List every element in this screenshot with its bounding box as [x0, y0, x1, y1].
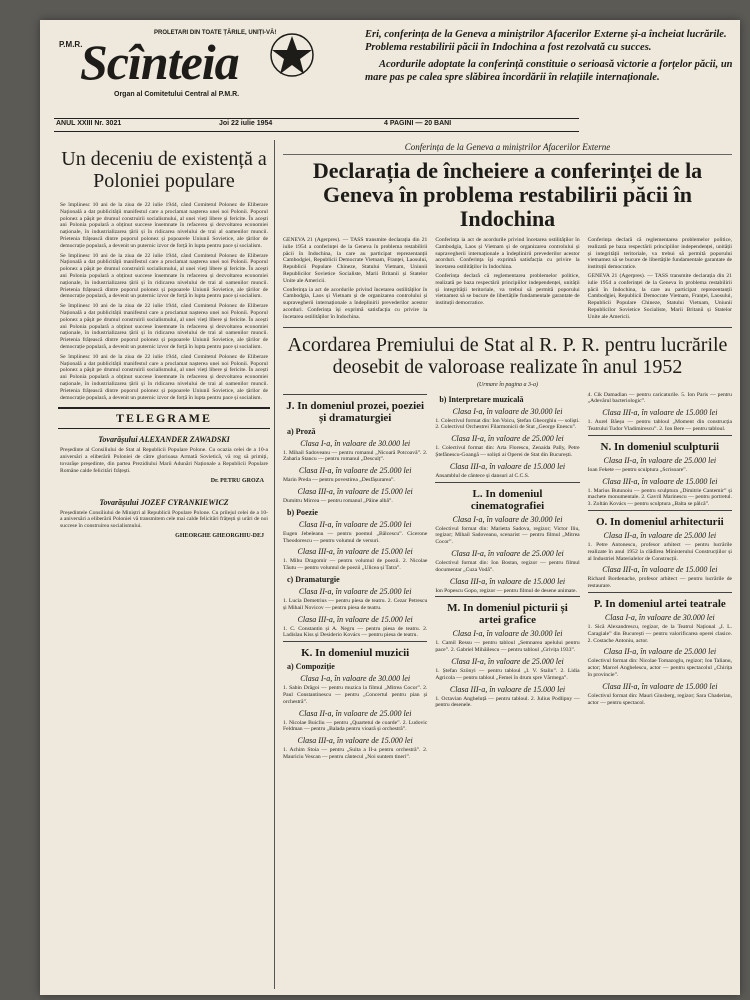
prize-laureates: Ansamblul de cântece și dansuri al C.C.S. [435, 472, 530, 479]
prize-laureates: Ioan Fekete — pentru sculptura „Scrisoare”. [587, 466, 688, 473]
prize-class: Clasa III-a, în valoare de 15.000 lei [297, 736, 413, 746]
prize-domain-heading: O. In domeniul arhitecturii [595, 515, 724, 528]
prize-class: Clasa III-a, în valoare de 15.000 lei [449, 461, 566, 471]
prize-headline: Acordarea Premiului de Stat al R. P. R. pentru lucrările deosebit de valoroase realizate în anul 1952 [287, 333, 728, 378]
telegram-body: Președinte al Consiliului de Stat al Republicii Populare Polone. Cu ocazia celei de a 10-a aniversări a eliberării Poloniei de către glorioasa Armată Sovietică, vă rog să primiți, tovarășe președinte, din partea Prezidiului Marii Adunări Naționale a Republicii Populare Române calde felicitări frățești. [60, 447, 268, 474]
prize-class: Clasa II-a, în valoare de 25.000 lei [298, 586, 412, 596]
telegrams-heading: TELEGRAME [58, 407, 270, 429]
telegram-signature: Dr. PETRU GROZA [210, 477, 264, 484]
masthead [54, 26, 344, 110]
prize-class: Clasa I-a, în valoare de 30.000 lei [300, 438, 411, 448]
prize-class: Clasa II-a, în valoare de 25.000 lei [298, 519, 412, 529]
geneva-article [283, 237, 732, 321]
prize-class: Clasa I-a, în valoare de 30.000 lei [452, 514, 563, 524]
prize-class: Clasa II-a, în valoare de 25.000 lei [298, 466, 412, 476]
prize-subcategory: b) Interpretare muzicală [439, 394, 524, 404]
prize-class: Clasa III-a, în valoare de 15.000 lei [602, 565, 718, 575]
prize-class: Clasa II-a, în valoare de 25.000 lei [603, 455, 717, 465]
prize-domain-heading: L. In domeniul cinematografiei [470, 487, 545, 512]
prize-column [435, 392, 579, 761]
article-body-poland: Se împlinesc 10 ani de la ziua de 22 iulie 1944, când Comitetul Polonez de Eliberare Națională a dat publicității manifestul care a proclamat nașterea unei noi Polonii. Poporul polonez a pășit pe drumul construirii socialismului, al unei vieți libere și fericite. În acești ani Polonia populară a obținut succese însemnate în refacerea și dezvoltarea economiei naționale, în industrializarea țării și în ridicarea nivelului de trai al oamenilor muncii. Prietenia frățească dintre poporul polonez și popoarele Uniunii Sovietice, ale țărilor de democrație populară, a devenit un puternic izvor de forță în lupta pentru pace și socialism. [60, 353, 268, 401]
prize-continuation-note: (Urmare în pagina a 3-a) [476, 381, 539, 388]
prize-subcategory: c) Dramaturgie [287, 574, 340, 584]
prize-domain-heading: K. In domeniul muzicii [301, 647, 410, 660]
section-rule [435, 482, 579, 483]
prize-laureates: Colectivul format din: Nicolae Tomazoglu, regizor; Ion Talianu, actor; Marcel Anghelescu, actor — pentru spectacolul „Chirița în provincie”. [587, 658, 732, 678]
intro-paragraph: Acordurile adoptate la conferință constituie o serioasă victorie a forțelor păcii, un mare pas pe calea spre slăbirea încordării în relațiile internaționale. [365, 59, 733, 83]
prize-laureates: 1. C. Constantin și A. Negru — pentru piesa de teatru. 2. Ladislau Kiss și Desiderio Kovács — pentru piesa de teatru. [283, 625, 428, 639]
prize-laureates: 4. Cik Damadian — pentru caricaturile. 5. Ion Paris — pentru „Adevărul bacteriologic”. [587, 391, 732, 405]
section-rule [283, 394, 427, 395]
article-body-poland: Se împlinesc 10 ani de la ziua de 22 iulie 1944, când Comitetul Polonez de Eliberare Națională a dat publicității manifestul care a proclamat nașterea unei noi Polonii. Poporul polonez a pășit pe drumul construirii socialismului, al unei vieți libere și fericite. În acești ani Polonia populară a obținut succese însemnate în refacerea și dezvoltarea economiei naționale, în industrializarea țării și în ridicarea nivelului de trai al oamenilor muncii. Prietenia frățească dintre poporul polonez și popoarele Uniunii Sovietice, ale țărilor de democrație populară, a devenit un puternic izvor de forță în lupta pentru pace și socialism. [60, 202, 268, 249]
prize-class: Clasa I-a, în valoare de 30.000 lei [300, 674, 411, 684]
article-text: Conferința declară că reglementarea problemelor politice, realizată pe baza respectării principiilor independenței, unității și integrității teritoriale, va trebui să permită poporului vietnamez să se bucure de libertățile fundamentale garantate de instituții democratice. [587, 237, 732, 271]
telegram-recipient: Tovarășului ALEXANDER ZAWADSKI [98, 435, 230, 445]
section-rule [588, 592, 732, 593]
article-text: GENEVA 21 (Agerpres). — TASS transmite declarația din 21 iulie 1954 a conferinței de la Geneva în problema restabilirii păcii în Indochina, la care au participat reprezentanții Cambodgiei, Republicii Democrate Vietnam, Franței, Laosului, Republicii Populare Chineze, Statului Vietnam, Uniunii Republicilor Sovietice Socialiste, Marii Britanii și Statelor Unite ale Americii. [283, 237, 428, 284]
geneva-headline: Declarația de încheiere a conferinței de la Geneva în problema restabilirii păcii în Indochina [312, 158, 703, 231]
prize-laureates: 1. Camil Ressu — pentru tabloul „Semnarea apelului pentru pace”. 2. Gabriel Mihăilescu — pentru tabloul „Grivița 1933”. [435, 640, 580, 654]
prize-domain-heading: M. In domeniul picturii și artei grafice [447, 602, 568, 627]
prize-laureates: 1. Colectivul format din: Arta Florescu, Zenaida Pally, Petre Ștefănescu-Goangă — soliști ai Operei de Stat din București. [435, 445, 580, 458]
article-body-poland: Se împlinesc 10 ani de la ziua de 22 iulie 1944, când Comitetul Polonez de Eliberare Națională a dat publicității manifestul care a proclamat nașterea unei noi Polonii. Poporul polonez a pășit pe drumul construirii socialismului, al unei vieți libere și fericite. În acești ani Polonia populară a obținut succese însemnate în refacerea și dezvoltarea economiei naționale, în industrializarea țării și în ridicarea nivelului de trai al oamenilor muncii. Prietenia frățească dintre poporul polonez și popoarele Uniunii Sovietice, ale țărilor de democrație populară, a devenit un puternic izvor de forță în lupta pentru pace și socialism. [60, 252, 268, 300]
prize-laureates: Richard Bordenache, profesor arhitect — pentru lucrările de restaurare. [587, 576, 732, 590]
prize-class: Clasa II-a, în valoare de 25.000 lei [298, 708, 412, 718]
prize-laureates: Colectivul format din: Marietta Sadova, regizor; Victor Iliu, regizor; Mihail Sadoveanu, scenarist — pentru filmul „Mitrea Cocor”. [435, 525, 580, 546]
issue-date: Joi 22 iulie 1954 [219, 120, 273, 127]
prize-laureates: Dumitru Mircea — pentru romanul „Pâine albă”. [283, 497, 393, 504]
prize-class: Clasa I-a, în valoare de 30.000 lei [452, 629, 563, 639]
telegram-recipient: Tovarășului JOZEF CYRANKIEWICZ [99, 497, 229, 507]
newspaper-page [40, 20, 740, 995]
prize-class: Clasa III-a, în valoare de 15.000 lei [602, 476, 718, 486]
telegram-signature: GHEORGHE GHEORGHIU-DEJ [175, 532, 264, 539]
prize-class: Clasa I-a, în valoare de 30.000 lei [452, 406, 563, 416]
right-section [283, 138, 732, 989]
section-rule [283, 641, 427, 642]
section-divider [283, 327, 732, 328]
newspaper-logo: Scînteia [80, 34, 239, 90]
prize-laureates: 1. Nicolae Buicliu — pentru „Quartetul de coarde”. 2. Ludovic Feldman — pentru „Balada pentru vioară și orchestră”. [283, 719, 428, 733]
prize-class: Clasa III-a, în valoare de 15.000 lei [449, 684, 566, 694]
prize-class: Clasa III-a, în valoare de 15.000 lei [602, 681, 718, 691]
slogan: PROLETARI DIN TOATE ȚĂRILE, UNIȚI-VĂ! [154, 30, 277, 36]
prize-subcategory: a) Compoziție [287, 662, 335, 672]
article-text: Conferința ia act de acordurile privind încetarea ostilităților în Cambodgia, Laos și Vietnam și de organizarea controlului și supravegherii internaționale a îndeplinirii prevederilor acestor acorduri. Conferința își exprimă satisfacția cu privire la încetarea ostilităților în Indochina. [283, 286, 428, 320]
article-headline-poland: Un deceniu de existență a Poloniei populare [61, 148, 267, 192]
article-text: Conferința declară că reglementarea problemelor politice, realizată pe baza respectării principiilor independenței, unității și integrității teritoriale, va trebui să permită poporului vietnamez să se bucure de libertățile fundamentale garantate de instituții democratice. [435, 272, 580, 307]
article-body-poland: Se împlinesc 10 ani de la ziua de 22 iulie 1944, când Comitetul Polonez de Eliberare Națională a dat publicității manifestul care a proclamat nașterea unei noi Polonii. Poporul polonez a pășit pe drumul construirii socialismului, al unei vieți libere și fericite. În acești ani Polonia populară a obținut succese însemnate în refacerea și dezvoltarea economiei naționale, în industrializarea țării și în ridicarea nivelului de trai al oamenilor muncii. Prietenia frățească dintre poporul polonez și popoarele Uniunii Sovietice, ale țărilor de democrație populară, a devenit un puternic izvor de forță în lupta pentru pace și socialism. [60, 303, 268, 350]
prize-list [283, 392, 732, 761]
prize-laureates: 1. Sabin Drăgoi — pentru muzica la filmul „Mitrea Cocor”. 2. Paul Constantinescu — pentru „Concertul pentru pian și orchestră”. [283, 685, 428, 705]
party-initials: P.M.R. [59, 40, 83, 49]
article-text: Conferința ia act de acordurile privind încetarea ostilităților în Cambodgia, Laos și Vietnam și de organizarea controlului și supravegherii internaționale a îndeplinirii prevederilor acestor acorduri. Conferința își exprimă satisfacția cu privire la încetarea ostilităților în Indochina. [435, 237, 580, 271]
issue-price: 4 PAGINI — 20 BANI [384, 120, 452, 127]
prize-laureates: 1. Lucia Demetrius — pentru piesa de teatru. 2. Cezar Petrescu și Mihail Novicov — pentru piesa de teatru. [283, 597, 428, 611]
prize-laureates: Colectivul format din: Ion Bostan, regizor — pentru filmul documentar „Cuza Vodă”. [435, 559, 580, 573]
prize-laureates: 1. Sică Alexandrescu, regizor, de la Teatrul Național „I. L. Caragiale” din București — pentru valorificarea operei clasice. 2. Costache Antoniu, actor. [587, 623, 732, 644]
prize-class: Clasa III-a, în valoare de 15.000 lei [602, 408, 718, 418]
prize-class: Clasa II-a, în valoare de 25.000 lei [451, 548, 564, 558]
prize-laureates: 1. Achim Stoia — pentru „Suita a II-a pentru orchestră”. 2. Mauriciu Vescan — pentru cântecul „Noi suntem tineri”. [283, 747, 428, 760]
left-column [54, 140, 275, 989]
prize-class: Clasa II-a, în valoare de 25.000 lei [451, 434, 564, 444]
front-intro [365, 28, 735, 88]
prize-column [283, 392, 427, 761]
prize-laureates: Marin Preda — pentru povestirea „Desfășurarea”. [283, 477, 395, 484]
intro-paragraph: Eri, conferința de la Geneva a miniștrilor Afacerilor Externe și-a încheiat lucrările. Problema restabilirii păcii în Indochina a fost rezolvată cu succes. [365, 29, 727, 53]
prize-class: Clasa III-a, în valoare de 15.000 lei [297, 486, 413, 496]
star-emblem-icon [269, 32, 315, 78]
article-text: GENEVA 21 (Agerpres). — TASS transmite declarația din 21 iulie 1954 a conferinței de la Geneva în problema restabilirii păcii în Indochina, la care au participat reprezentanții Cambodgiei, Republicii Democrate Vietnam, Franței, Laosului, Republicii Populare Chineze, Statului Vietnam, Uniunii Republicilor Sovietice Socialiste, Marii Britanii și Statelor Unite ale Americii. [587, 272, 732, 320]
prize-domain-heading: J. In domeniul prozei, poeziei și dramaturgiei [286, 399, 425, 424]
prize-laureates: 1. Colectivul format din: Ion Voicu, Ștefan Gheorghiu — soliști. 2. Colectivul Orchestrei Filarmonicii de Stat „George Enescu”. [435, 417, 580, 431]
prize-laureates: 1. Ștefan Szönyi — pentru tabloul „I. V. Stalin”. 2. Lidia Agricola — pentru tabloul „Femei în drum spre Vărmega”. [435, 667, 580, 681]
prize-domain-heading: P. In domeniul artei teatrale [593, 597, 726, 610]
issue-number: ANUL XXIII Nr. 3021 [56, 120, 122, 127]
prize-laureates: 1. Marius Butunoiu — pentru sculptura „Dimitrie Cantemir” și machete monumentale. 2. Gavril Marinescu — pentru portretul. 3. Zoltán Kovács — pentru sculptura „Balta se pâlcă”. [587, 487, 732, 508]
prize-column [588, 392, 732, 761]
prize-class: Clasa I-a, în valoare de 30.000 lei [604, 612, 715, 622]
prize-class: Clasa III-a, în valoare de 15.000 lei [449, 576, 566, 586]
prize-class: Clasa II-a, în valoare de 25.000 lei [603, 647, 717, 657]
prize-laureates: 1. Petre Antonescu, profesor arhitect — pentru lucrările realizate în anul 1952 la clădirea Ministerului Construcțiilor și al Industriei Materialelor de Construcții. [587, 541, 732, 562]
prize-class: Clasa III-a, în valoare de 15.000 lei [297, 547, 413, 557]
prize-laureates: Ion Popescu Gopo, regizor — pentru filmul de desene animate. [435, 587, 577, 594]
prize-laureates: Colectivul format din: Mauri Ginsberg, regizor; Sara Chaderian, actor — pentru spectacol. [587, 692, 732, 706]
prize-class: Clasa II-a, în valoare de 25.000 lei [451, 656, 564, 666]
telegram-body: Președintele Consiliului de Miniștri al Republicii Populare Polone. Cu prilejul celei de a 10-a aniversări a eliberării Poloniei vă transmitem cele mai calde felicitări frățești și urări de noi succese în construirea socialismului. [60, 509, 268, 530]
prize-laureates: 1. Aurel Băeșu — pentru tabloul „Moment din construcția Teatrului Tudor Vladimirescu”. 2. Ion Bere — pentru tabloul. [587, 419, 732, 432]
prize-class: Clasa III-a, în valoare de 15.000 lei [297, 614, 413, 624]
prize-laureates: Eugen Jebeleanu — pentru poemul „Bălcescu”. Cicerone Theodorescu — pentru volumul de versuri. [283, 530, 428, 544]
prize-subcategory: b) Poezie [287, 507, 318, 517]
issue-info-bar [54, 118, 579, 132]
prize-class: Clasa II-a, în valoare de 25.000 lei [603, 530, 717, 540]
prize-laureates: 1. Mihail Sadoveanu — pentru romanul „Nicoară Potcoavă”. 2. Zaharia Stancu — pentru romanul „Desculț”. [283, 449, 428, 463]
prize-laureates: 1. Octavian Angheluță — pentru tabloul. 2. Julius Podlipny — pentru desenele. [435, 695, 580, 709]
organ-subtitle: Organ al Comitetului Central al P.M.R. [114, 91, 240, 98]
prize-domain-heading: N. In domeniul sculpturii [600, 440, 720, 453]
section-rule [588, 435, 732, 436]
section-rule [435, 596, 579, 597]
section-rule [588, 510, 732, 511]
geneva-kicker: Conferința de la Geneva a miniștrilor Afacerilor Externe [283, 142, 732, 155]
prize-laureates: 1. Mihu Dragomir — pentru volumul de poezii. 2. Nicolae Tăutu — pentru volumul de poezii „Ulicea și Tatra”. [283, 558, 428, 572]
prize-subcategory: a) Proză [287, 426, 316, 436]
